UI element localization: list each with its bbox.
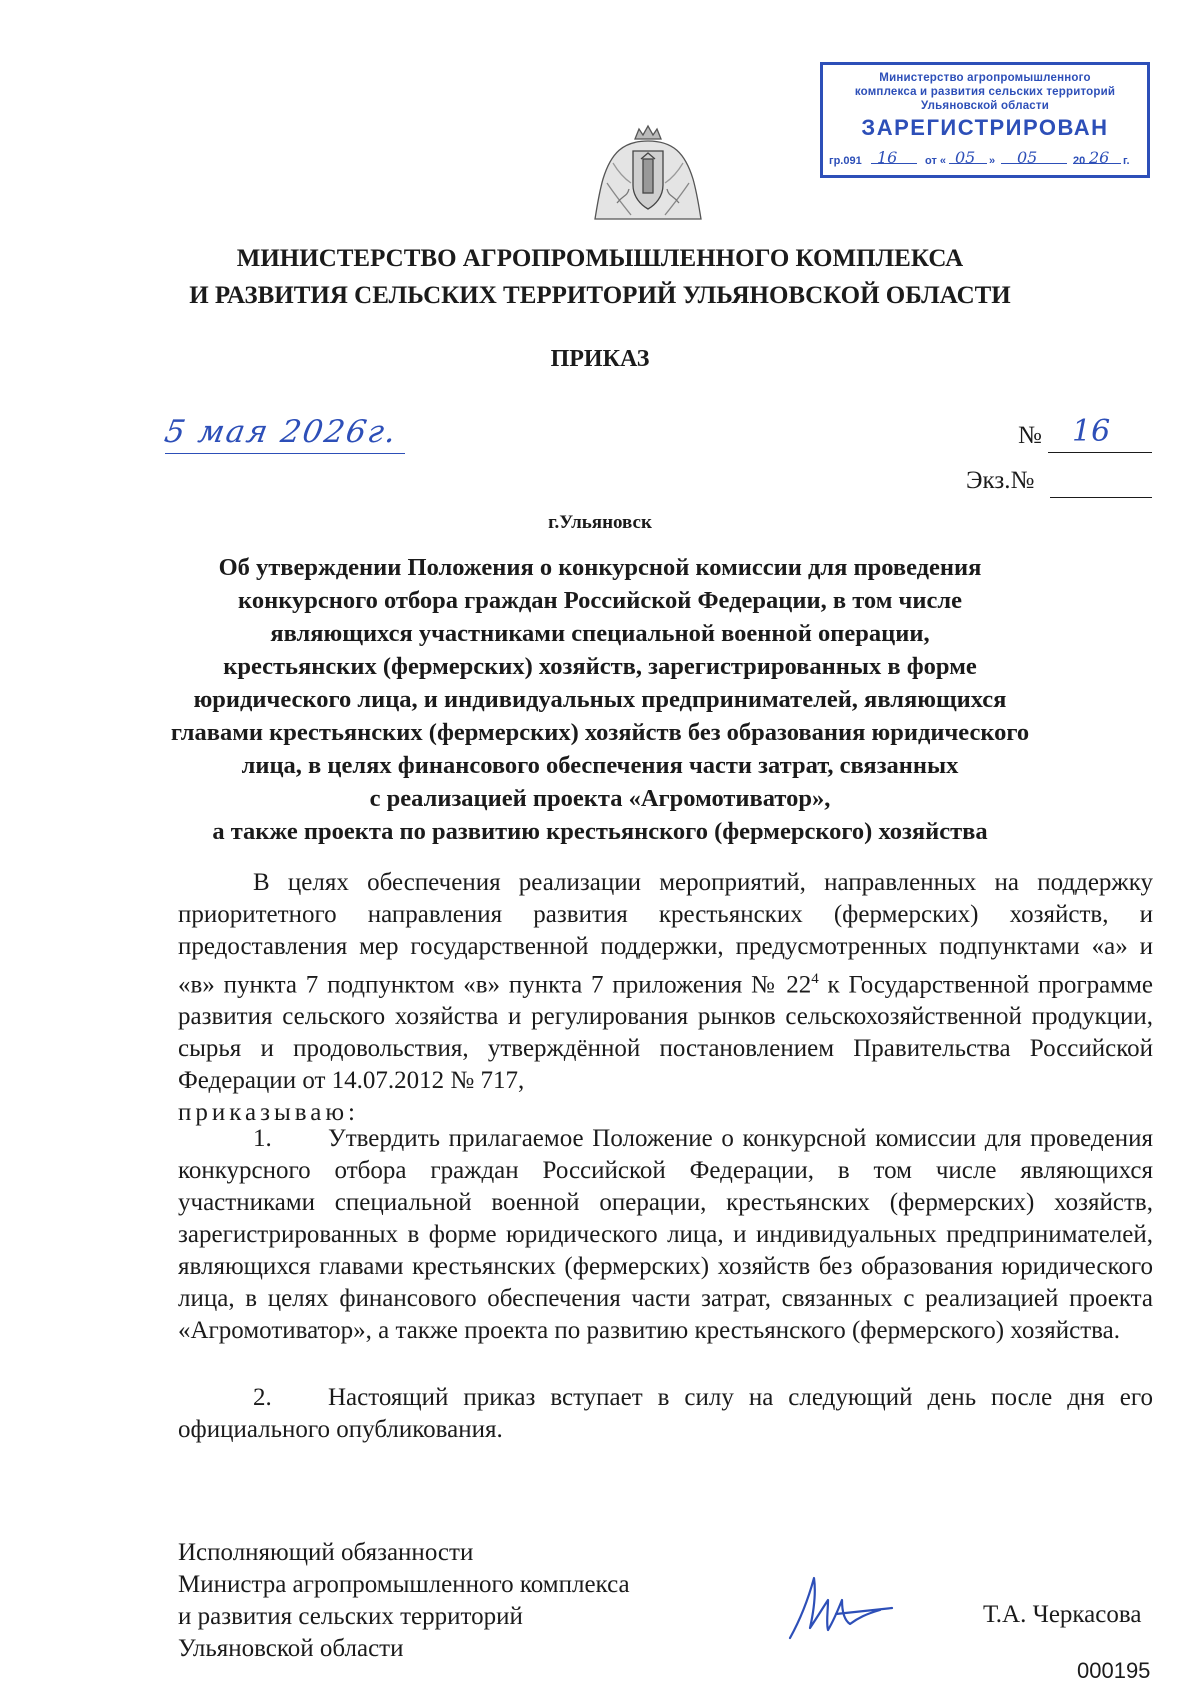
order-title-line: крестьянских (фермерских) хозяйств, зарегистрированных в форме bbox=[223, 653, 977, 680]
number-label: № bbox=[1018, 422, 1042, 449]
stamp-month: 05 bbox=[1017, 148, 1038, 167]
handwritten-signature bbox=[780, 1570, 900, 1645]
order-title-line: Об утверждении Положения о конкурсной комиссии для проведения bbox=[218, 554, 982, 581]
date-underline bbox=[165, 453, 405, 454]
signer-position-line: и развития сельских территорий bbox=[178, 1603, 523, 1630]
handwritten-number: 16 bbox=[1072, 414, 1111, 449]
handwritten-date: 5 мая 2026г. bbox=[161, 414, 401, 450]
city: г.Ульяновск bbox=[548, 512, 652, 533]
item-1-number: 1. bbox=[253, 1125, 272, 1152]
preamble-superscript: 4 bbox=[811, 971, 819, 987]
stamp-year: 26 bbox=[1089, 148, 1110, 167]
item-2-text: Настоящий приказ вступает в силу на следующий день после дня его официального опубликования. bbox=[178, 1384, 1153, 1443]
order-title-line: главами крестьянских (фермерских) хозяйств без образования юридического bbox=[170, 719, 1030, 746]
signer-position-line: Исполняющий обязанности bbox=[178, 1539, 474, 1566]
stamp-reg-number: 16 bbox=[877, 148, 898, 167]
ministry-title-line-1: МИНИСТЕРСТВО АГРОПРОМЫШЛЕННОГО КОМПЛЕКСА bbox=[236, 245, 964, 272]
stamp-line-2: комплекса и развития сельских территорий bbox=[854, 86, 1116, 98]
ministry-title-line-2: И РАЗВИТИЯ СЕЛЬСКИХ ТЕРРИТОРИЙ УЛЬЯНОВСКОЙ ОБЛАСТИ bbox=[189, 282, 1011, 309]
registration-stamp bbox=[820, 62, 1150, 178]
number-underline bbox=[1048, 452, 1152, 453]
order-item-2 bbox=[178, 1382, 1153, 1446]
item-1-text: Утвердить прилагаемое Положение о конкурсной комиссии для проведения конкурсного отбора граждан Российской Федерации, в том числе являющихся участниками специальной военной операции, крестьянских (фермерских) хозяйств, зарегистрированных в форме юридического лица, и индивидуальных предпринимателей, являющихся главами крестьянских (фермерских) хозяйств без образования юридического лица, в целях финансового обеспечения части затрат, связанных с реализацией проекта «Агромотиватор», а также проекта по развитию крестьянского (фермерского) хозяйства. bbox=[178, 1125, 1153, 1344]
order-title-line: с реализацией проекта «Агромотиватор», bbox=[369, 785, 831, 812]
coat-of-arms-icon bbox=[583, 123, 713, 223]
signer-position bbox=[178, 1537, 630, 1665]
order-word: приказываю: bbox=[178, 1099, 359, 1127]
signer-position-line: Ульяновской области bbox=[178, 1635, 404, 1662]
order-title-line: лица, в целях финансового обеспечения части затрат, связанных bbox=[241, 752, 959, 779]
stamp-line-3: Ульяновской области bbox=[921, 100, 1049, 112]
order-title-line: конкурсного отбора граждан Российской Федерации, в том числе bbox=[238, 587, 962, 614]
copy-number-label: Экз.№ bbox=[966, 467, 1035, 494]
stamp-day: 05 bbox=[955, 148, 976, 167]
stamp-line-1: Министерство агропромышленного bbox=[879, 72, 1091, 84]
order-title-line: являющихся участниками специальной военной операции, bbox=[270, 620, 930, 647]
order-title-line: юридического лица, и индивидуальных предпринимателей, являющихся bbox=[193, 686, 1007, 713]
signer-name: Т.А. Черкасова bbox=[983, 1601, 1142, 1628]
stamp-year-suffix: г. bbox=[1123, 155, 1130, 167]
order-title-line: а также проекта по развитию крестьянского (фермерского) хозяйства bbox=[212, 818, 988, 845]
stamp-from-label: от « bbox=[925, 155, 947, 167]
copy-number-underline bbox=[1050, 497, 1152, 498]
order-item-1 bbox=[178, 1123, 1153, 1347]
stamp-status: ЗАРЕГИСТРИРОВАН bbox=[861, 115, 1109, 140]
preamble-text: В целях обеспечения реализации мероприятий, направленных на поддержку приоритетного направления развития крестьянских (фермерских) хозяйств, и предоставления мер государственной поддержки, предусмотренных подпунктами «а» и «в» пункта 7 подпунктом «в» пункта 7 приложения № 22 bbox=[178, 869, 1153, 999]
signer-position-line: Министра агропромышленного комплекса bbox=[178, 1571, 630, 1598]
item-2-number: 2. bbox=[253, 1384, 272, 1411]
preamble-continuation: к Государственной программе развития сельского хозяйства и регулирования рынков сельскохозяйственной продукции, сырья и продовольствия, утверждённой постановлением Правительства Российской Федерации от 14.07.2012 № 717, bbox=[178, 971, 1153, 1095]
ministry-title bbox=[120, 240, 1080, 314]
stamp-year-prefix: 20 bbox=[1073, 155, 1086, 167]
document-type: ПРИКАЗ bbox=[550, 346, 650, 372]
stamp-registration-row bbox=[829, 147, 1141, 167]
stamp-reg-prefix: гр.091 bbox=[829, 155, 862, 167]
stamp-day-close: » bbox=[989, 155, 996, 167]
order-title bbox=[150, 551, 1050, 848]
preamble-paragraph bbox=[178, 867, 1153, 1129]
document-serial-number: 000195 bbox=[1077, 1658, 1151, 1683]
